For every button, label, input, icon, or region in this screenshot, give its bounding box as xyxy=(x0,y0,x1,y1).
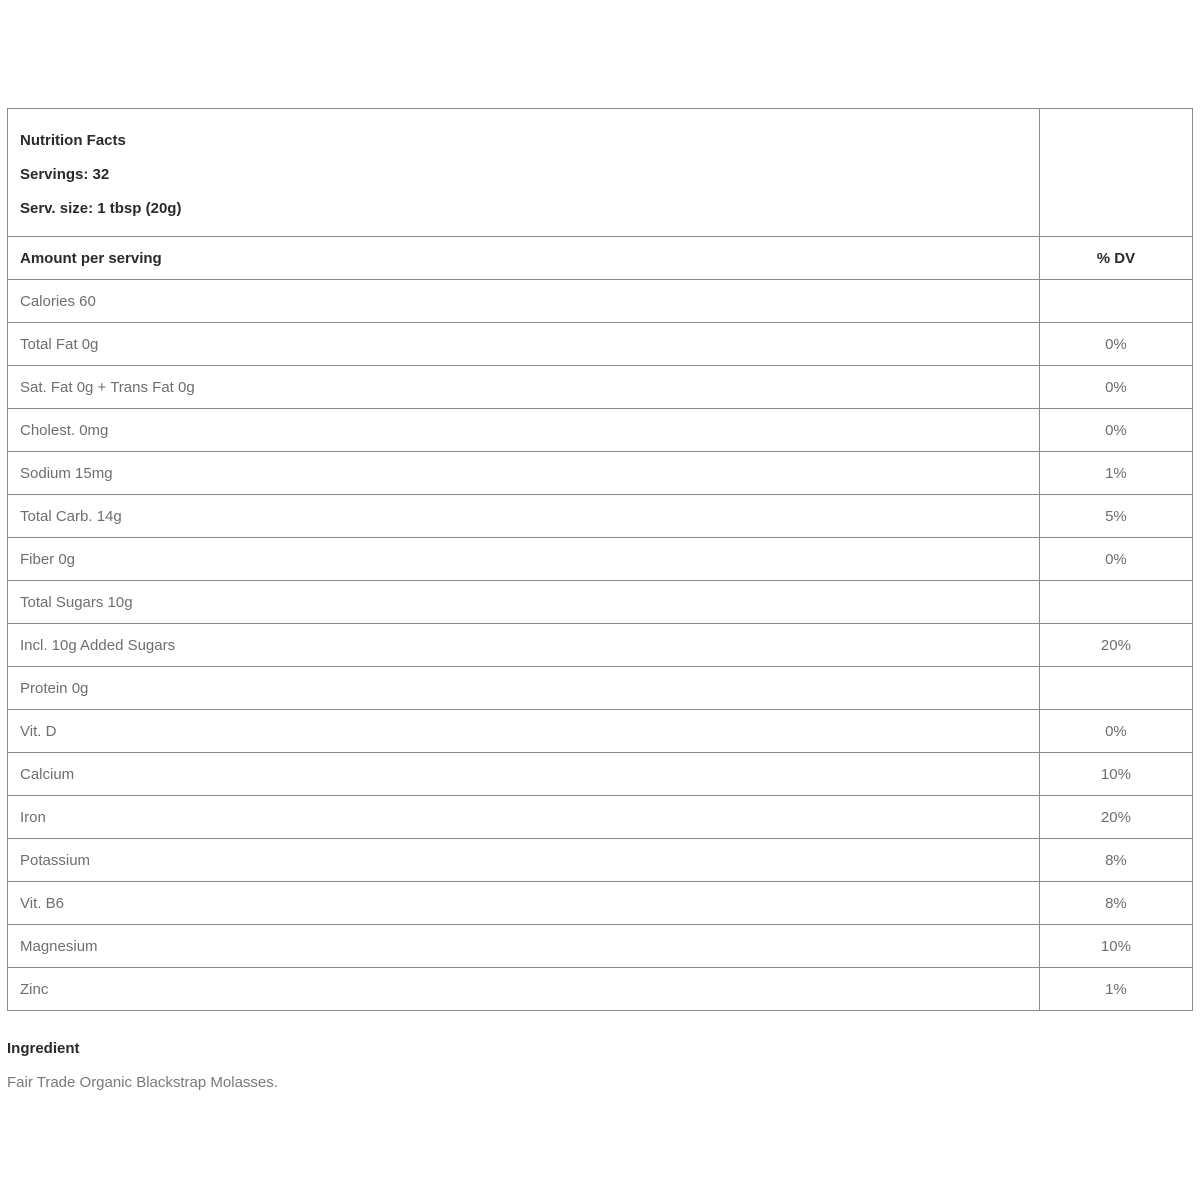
nutrient-name: Potassium xyxy=(8,839,1040,882)
nutrient-daily-value: 0% xyxy=(1039,710,1192,753)
nutrient-name: Sodium 15mg xyxy=(8,452,1040,495)
nutrient-daily-value: 1% xyxy=(1039,968,1192,1011)
nutrient-daily-value: 20% xyxy=(1039,796,1192,839)
nutrient-daily-value: 0% xyxy=(1039,323,1192,366)
nutrition-header-row xyxy=(8,109,1193,237)
nutrient-name: Total Carb. 14g xyxy=(8,495,1040,538)
nutrient-row xyxy=(8,968,1193,1011)
nutrient-daily-value: 8% xyxy=(1039,882,1192,925)
nutrient-name: Protein 0g xyxy=(8,667,1040,710)
nutrient-name: Calories 60 xyxy=(8,280,1040,323)
nutrient-name: Vit. D xyxy=(8,710,1040,753)
nutrient-daily-value: 20% xyxy=(1039,624,1192,667)
nutrient-name: Iron xyxy=(8,796,1040,839)
nutrient-row xyxy=(8,452,1193,495)
nutrient-row xyxy=(8,280,1193,323)
nutrient-row xyxy=(8,624,1193,667)
nutrient-name: Total Sugars 10g xyxy=(8,581,1040,624)
nutrient-daily-value xyxy=(1039,581,1192,624)
nutrient-row xyxy=(8,366,1193,409)
nutrition-title: Nutrition Facts xyxy=(20,131,126,149)
nutrient-row xyxy=(8,323,1193,366)
nutrient-row xyxy=(8,495,1193,538)
amount-per-serving-header: Amount per serving xyxy=(8,237,1040,280)
nutrient-daily-value xyxy=(1039,280,1192,323)
nutrient-daily-value: 10% xyxy=(1039,925,1192,968)
nutrient-name: Cholest. 0mg xyxy=(8,409,1040,452)
nutrient-name: Calcium xyxy=(8,753,1040,796)
nutrient-daily-value: 10% xyxy=(1039,753,1192,796)
nutrition-header-cell xyxy=(8,109,1040,237)
nutrient-daily-value: 0% xyxy=(1039,538,1192,581)
nutrition-header-empty-cell xyxy=(1039,109,1192,237)
nutrient-row xyxy=(8,925,1193,968)
nutrient-name: Total Fat 0g xyxy=(8,323,1040,366)
nutrient-daily-value: 1% xyxy=(1039,452,1192,495)
nutrient-name: Zinc xyxy=(8,968,1040,1011)
servings-count: Servings: 32 xyxy=(20,165,110,183)
nutrient-name: Sat. Fat 0g + Trans Fat 0g xyxy=(8,366,1040,409)
nutrient-name: Fiber 0g xyxy=(8,538,1040,581)
nutrient-row xyxy=(8,796,1193,839)
nutrient-daily-value: 0% xyxy=(1039,366,1192,409)
nutrition-facts-table xyxy=(7,108,1193,1011)
nutrient-row xyxy=(8,409,1193,452)
nutrient-daily-value: 0% xyxy=(1039,409,1192,452)
nutrient-row xyxy=(8,753,1193,796)
ingredient-text: Fair Trade Organic Blackstrap Molasses. xyxy=(7,1074,278,1091)
nutrient-row xyxy=(8,667,1193,710)
nutrient-daily-value xyxy=(1039,667,1192,710)
nutrient-name: Magnesium xyxy=(8,925,1040,968)
nutrient-row xyxy=(8,710,1193,753)
daily-value-header: % DV xyxy=(1039,237,1192,280)
nutrient-name: Incl. 10g Added Sugars xyxy=(8,624,1040,667)
column-header-row xyxy=(8,237,1193,280)
nutrient-daily-value: 5% xyxy=(1039,495,1192,538)
nutrient-row xyxy=(8,839,1193,882)
nutrient-row xyxy=(8,882,1193,925)
nutrient-row xyxy=(8,581,1193,624)
nutrient-name: Vit. B6 xyxy=(8,882,1040,925)
nutrient-row xyxy=(8,538,1193,581)
ingredient-heading: Ingredient xyxy=(7,1040,80,1057)
serving-size: Serv. size: 1 tbsp (20g) xyxy=(20,199,182,217)
nutrient-daily-value: 8% xyxy=(1039,839,1192,882)
